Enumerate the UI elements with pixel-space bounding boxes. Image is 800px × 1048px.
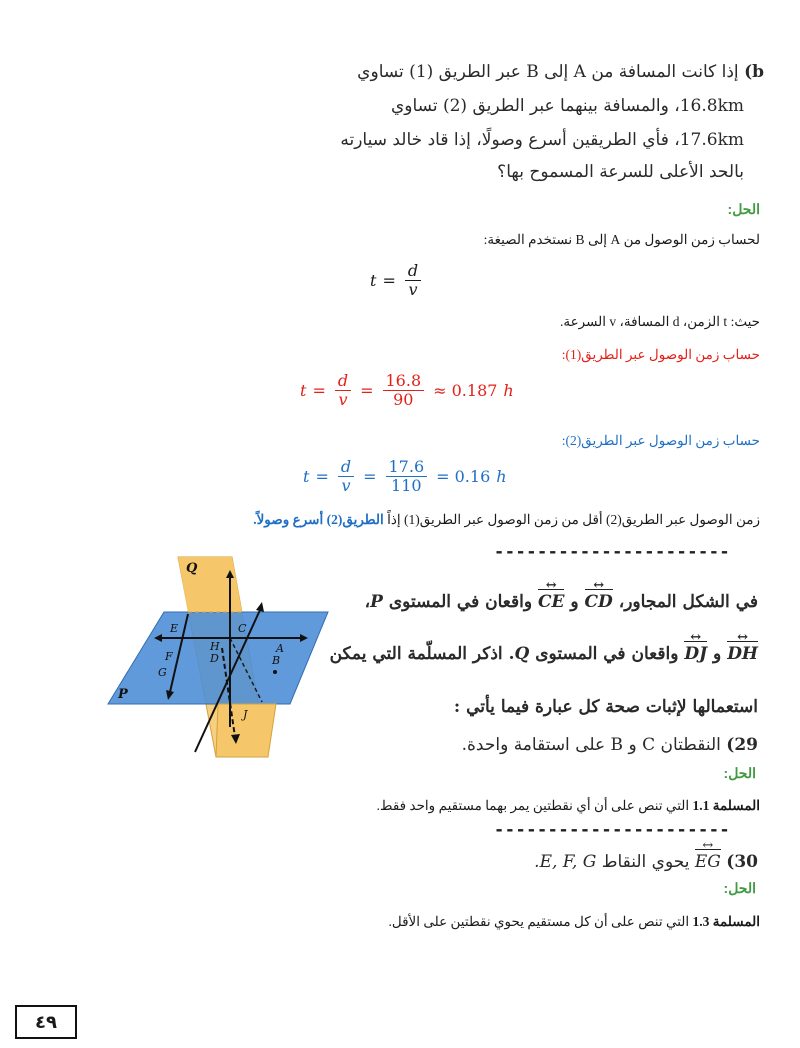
- plane-p-label: P: [370, 592, 383, 612]
- problem-suffix1: واقعان في المستوى: [388, 592, 533, 612]
- q29-text: النقطتان C و B على استقامة واحدة.: [461, 735, 721, 755]
- road1-unit: h: [503, 381, 514, 401]
- road2-frac2: [386, 458, 428, 496]
- problem-prefix: في الشكل المجاور،: [618, 592, 758, 612]
- label-c: C: [238, 622, 247, 635]
- road1-heading: حساب زمن الوصول عبر الطريق(1):: [561, 347, 760, 362]
- road1-eq: =: [312, 381, 326, 401]
- road2-result: = 0.16: [436, 467, 491, 487]
- separator-1: ----------------------: [494, 542, 731, 562]
- label-e: E: [170, 622, 179, 635]
- road1-num2: 16.8: [383, 372, 425, 391]
- road1-equation: [300, 372, 514, 410]
- formula-t: t: [370, 271, 377, 291]
- formula-num: d: [405, 262, 421, 281]
- problem-line3: استعمالها لإثبات صحة كل عبارة فيما يأتي :: [453, 697, 758, 717]
- formula: [370, 262, 424, 300]
- label-d: D: [210, 652, 219, 665]
- road2-den1: v: [341, 476, 351, 496]
- road1-eq2: =: [360, 381, 374, 401]
- label-p: P: [118, 687, 128, 702]
- page-number: ٤٩: [15, 1005, 77, 1039]
- partb-line1: [357, 62, 764, 82]
- conclusion-text: زمن الوصول عبر الطريق(2) أقل من زمن الوصول عبر الطريق(1) إذاً: [387, 512, 760, 527]
- road1-approx: ≈ 0.187: [433, 381, 498, 401]
- solution-label: الحل:: [727, 201, 760, 217]
- road1-frac2: [383, 372, 425, 410]
- road2-eq: =: [315, 467, 329, 487]
- problem-suffix2: واقعان في المستوى: [535, 644, 679, 664]
- q29-num: 29): [726, 735, 758, 755]
- road1-den2: 90: [393, 390, 414, 410]
- road2-heading: حساب زمن الوصول عبر الطريق(2):: [561, 433, 760, 448]
- partb-line4: بالحد الأعلى للسرعة المسموح بها؟: [497, 162, 744, 182]
- line-dh: DH ↔: [727, 644, 758, 664]
- road1-frac1: [335, 372, 351, 410]
- q29-answer: [377, 798, 760, 814]
- road2-equation: [303, 458, 507, 496]
- formula-fraction: [405, 262, 421, 300]
- line-eg-label: EG ↔: [695, 852, 721, 872]
- partb-line2: 16.8km، والمسافة بينهما عبر الطريق (2) تساوي: [390, 96, 744, 116]
- q30-num: 30): [726, 852, 758, 872]
- q29-answer-text: التي تنص على أن أي نقطتين يمر بهما مستقيم واحد فقط.: [376, 798, 690, 813]
- road2-unit: h: [496, 467, 507, 487]
- partb-label: b): [744, 62, 764, 82]
- conclusion: [253, 512, 760, 528]
- q30: [534, 852, 758, 872]
- q29-solution-label: الحل:: [723, 765, 756, 781]
- label-b: B: [272, 654, 281, 667]
- problem-and1: و: [570, 592, 579, 612]
- formula-eq: =: [382, 271, 396, 291]
- q30-answer: [389, 914, 761, 930]
- planes-figure: [100, 552, 340, 767]
- road1-num1: d: [335, 372, 351, 391]
- label-h: H: [210, 640, 220, 653]
- separator-2: ----------------------: [494, 820, 731, 840]
- intro-text: لحساب زمن الوصول من A إلى B نستخدم الصيغة:: [483, 232, 760, 247]
- partb-line3: 17.6km، فأي الطريقين أسرع وصولًا، إذا قاد خالد سيارته: [340, 130, 744, 150]
- plane-q-label: Q: [514, 644, 530, 664]
- road2-frac1: [338, 458, 354, 496]
- arrow-diag: [256, 602, 264, 612]
- q30-answer-text: التي تنص على أن كل مستقيم يحوي نقطتين على الأقل.: [388, 914, 690, 929]
- line-cd: CD ↔: [585, 592, 613, 612]
- road2-num2: 17.6: [386, 458, 428, 477]
- partb-line1-text: إذا كانت المسافة من A إلى B عبر الطريق (1) تساوي: [357, 62, 739, 82]
- line-ce: CE ↔: [538, 592, 565, 612]
- line-dj-label: DJ ↔: [684, 644, 707, 664]
- q29: [462, 735, 758, 755]
- q30-answer-bold: المسلمة 1.3: [692, 914, 760, 929]
- where-text: حيث: t الزمن، d المسافة، v السرعة.: [559, 314, 760, 329]
- label-q: Q: [186, 561, 198, 576]
- problem-end2: . اذكر المسلّمة التي يمكن: [329, 644, 515, 664]
- road1-t: t: [300, 381, 307, 401]
- q30-solution-label: الحل:: [723, 880, 756, 896]
- point-b-dot: [273, 670, 277, 674]
- label-g: G: [158, 666, 167, 679]
- road2-eq2: =: [363, 467, 377, 487]
- q29-answer-bold: المسلمة 1.1: [692, 798, 760, 813]
- q30-text: يحوي النقاط: [601, 852, 690, 872]
- problem-line2: [330, 644, 758, 664]
- q30-points: E, F, G.: [534, 852, 597, 872]
- problem-and2: و: [713, 644, 722, 664]
- problem-line1: [365, 592, 758, 612]
- label-a: A: [276, 642, 284, 655]
- label-f: F: [165, 650, 173, 663]
- label-j: J: [243, 708, 248, 721]
- conclusion-bold: الطريق(2) أسرع وصولاً.: [253, 512, 384, 527]
- problem-end1: ،: [364, 592, 371, 612]
- road2-t: t: [303, 467, 310, 487]
- formula-den: v: [408, 280, 418, 300]
- road2-num1: d: [338, 458, 354, 477]
- road2-den2: 110: [391, 476, 422, 496]
- road1-den1: v: [338, 390, 348, 410]
